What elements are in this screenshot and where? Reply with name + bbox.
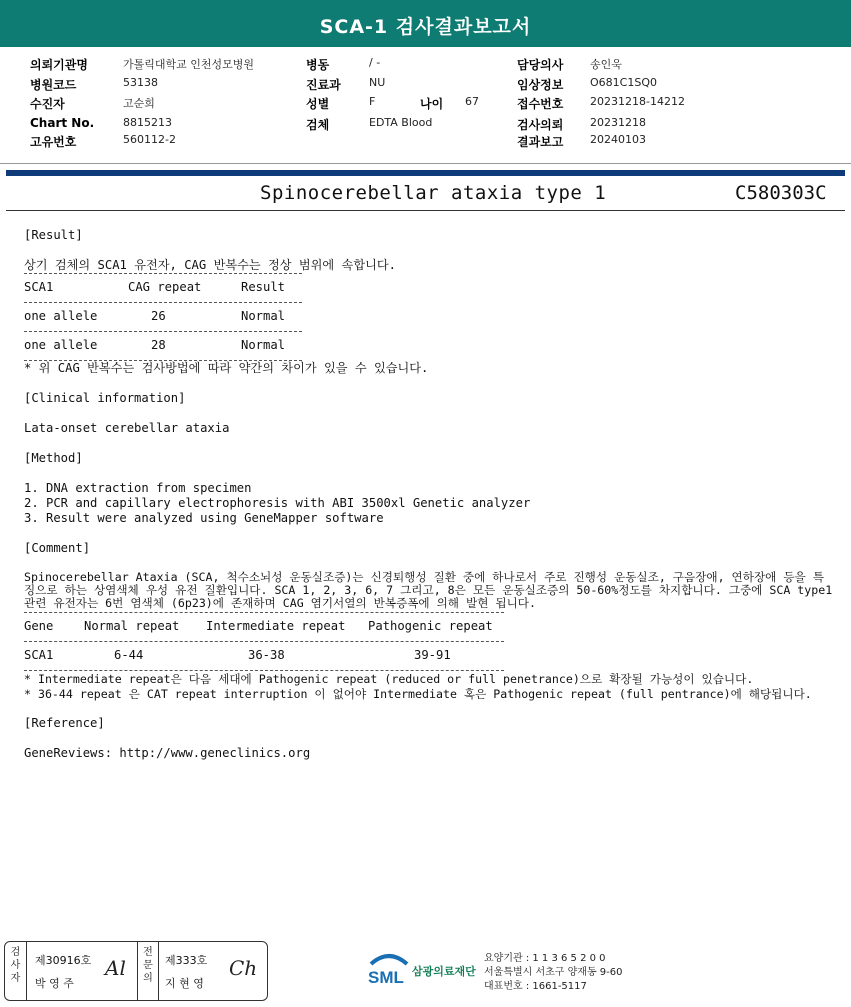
label-institution: 의뢰기관명 — [30, 58, 88, 72]
table-header-cell: CAG repeat — [128, 280, 202, 294]
table-row — [24, 648, 834, 663]
patient-info — [0, 56, 851, 156]
table-cell: 39-91 — [414, 648, 451, 662]
divider — [6, 210, 845, 211]
table-header-cell: Result — [241, 280, 286, 294]
value-doctor: 송인욱 — [590, 58, 622, 71]
label-ward: 병동 — [306, 58, 330, 72]
clinical-text: Lata-onset cerebellar ataxia — [24, 421, 230, 435]
label-request-date: 검사의뢰 — [517, 118, 564, 132]
info-row — [0, 133, 851, 153]
result-table-header — [24, 280, 834, 295]
table-header-cell: Gene — [24, 619, 54, 633]
value-ward: / - — [369, 56, 381, 69]
section-heading-clinical: [Clinical information] — [24, 391, 186, 405]
value-specimen: EDTA Blood — [369, 116, 433, 129]
table-cell: 26 — [151, 309, 166, 323]
table-cell: SCA1 — [24, 648, 54, 662]
lab-phone: 대표번호 : 1661-5117 — [484, 981, 587, 992]
label-doctor: 담당의사 — [517, 58, 564, 72]
label-department: 진료과 — [306, 78, 341, 92]
signature-box — [4, 941, 268, 1001]
specialist-number: 제333호 — [165, 954, 208, 967]
info-row — [0, 56, 851, 76]
label-patient: 수진자 — [30, 97, 65, 111]
lab-info — [484, 952, 623, 994]
section-heading-result: [Result] — [24, 228, 83, 242]
table-cell: Normal — [241, 309, 286, 323]
section-heading-reference: [Reference] — [24, 716, 105, 730]
result-text: 상기 검체의 SCA1 유전자, CAG 반복수는 정상 범위에 속합니다. — [24, 258, 396, 272]
table-header-cell: Normal repeat — [84, 619, 180, 633]
lab-code: 요양기관 : 1 1 3 6 5 2 0 0 — [484, 953, 606, 964]
value-age: 67 — [465, 95, 479, 108]
test-code: C580303C — [735, 182, 827, 204]
value-sex: F — [369, 95, 376, 108]
dashed-rule — [24, 612, 504, 613]
table-cell: 28 — [151, 338, 166, 352]
note: * Intermediate repeat은 다음 세대에 Pathogenic repeat (reduced or full penetrance)으로 확장될 가능성이 있습니다. — [24, 672, 754, 686]
comment-text: Spinocerebellar Ataxia (SCA, 척수소뇌성 운동실조증)는 신경퇴행성 질환 중에 하나로서 주로 진행성 운동실조, 구음장애, 연하장애 등을 특징으로 하는 상염색체 우성 유전 질환입니다. SCA 1, 2, 3, 6, 7 그리고, 8은 모든 운동실조증의 50-60%정도를 차지합니다. 그중에 SCA type1 관련 유전자는 6번 염색체 (6p23)에 존재하며 CAG 염기서열의 반복증폭에 의해 발현 됩니다. — [24, 570, 833, 610]
dashed-rule — [24, 302, 302, 303]
table-header-cell: Intermediate repeat — [206, 619, 346, 633]
test-name: Spinocerebellar ataxia type 1 — [260, 182, 607, 204]
logo-arc-icon — [365, 950, 413, 990]
table-cell: 36-38 — [248, 648, 285, 662]
label-hospital-code: 병원코드 — [30, 78, 77, 92]
specialist-signature: Ch — [229, 956, 258, 980]
dashed-rule — [24, 641, 504, 642]
examiner-name: 박 영 주 — [35, 977, 74, 990]
logo-abbr: SML — [368, 968, 404, 987]
divider — [0, 163, 851, 164]
dashed-rule — [24, 273, 302, 274]
label-unique-no: 고유번호 — [30, 135, 77, 149]
repeat-table-header — [24, 619, 834, 634]
value-report-date: 20240103 — [590, 133, 646, 146]
value-patient: 고순희 — [123, 97, 155, 110]
value-request-date: 20231218 — [590, 116, 646, 129]
note: * 36-44 repeat 은 CAT repeat interruption 이 없어야 Intermediate 혹은 Pathogenic repeat (full pentrance)에 해당됩니다. — [24, 687, 812, 701]
value-receipt-no: 20231218-14212 — [590, 95, 685, 108]
value-hospital-code: 53138 — [123, 76, 158, 89]
table-cell: one allele — [24, 309, 98, 323]
logo-foundation-name: 삼광의료재단 — [412, 965, 476, 978]
table-cell: Normal — [241, 338, 286, 352]
value-department: NU — [369, 76, 386, 89]
method-line: 3. Result were analyzed using GeneMapper software — [24, 511, 384, 525]
divider-thick — [6, 170, 845, 176]
reference-link: GeneReviews: http://www.geneclinics.org — [24, 746, 311, 760]
label-age: 나이 — [420, 97, 444, 111]
label-receipt-no: 접수번호 — [517, 97, 564, 111]
table-cell: one allele — [24, 338, 98, 352]
examiner-label — [5, 942, 27, 1000]
lab-address: 서울특별시 서초구 양재동 9-60 — [484, 967, 623, 978]
note: * 위 CAG 반복수는 검사방법에 따라 약간의 차이가 있을 수 있습니다. — [24, 361, 429, 375]
table-row — [24, 338, 834, 353]
value-unique-no: 560112-2 — [123, 133, 176, 146]
info-row — [0, 76, 851, 96]
label-report-date: 결과보고 — [517, 135, 564, 149]
examiner-label-text: 검사자 — [10, 947, 21, 984]
label-clinical-info: 임상정보 — [517, 78, 564, 92]
label-chart-no: Chart No. — [30, 116, 95, 130]
table-row — [24, 309, 834, 324]
section-heading-method: [Method] — [24, 451, 83, 465]
table-cell: 6-44 — [114, 648, 144, 662]
specialist-name: 지 현 영 — [165, 977, 204, 990]
value-chart-no: 8815213 — [123, 116, 172, 129]
examiner-signature: Al — [105, 956, 126, 980]
specialist-label — [137, 942, 159, 1000]
report-title: SCA-1 검사결과보고서 — [0, 0, 851, 47]
examiner-number: 제30916호 — [35, 954, 92, 967]
dashed-rule — [24, 331, 302, 332]
method-line: 2. PCR and capillary electrophoresis with ABI 3500xl Genetic analyzer — [24, 496, 531, 510]
info-row — [0, 95, 851, 115]
label-sex: 성별 — [306, 97, 330, 111]
specialist-label-text: 전문의 — [143, 947, 153, 984]
method-line: 1. DNA extraction from specimen — [24, 481, 252, 495]
value-clinical-info: O681C1SQ0 — [590, 76, 657, 89]
report-body — [24, 228, 834, 761]
label-specimen: 검체 — [306, 118, 330, 132]
section-heading-comment: [Comment] — [24, 541, 91, 555]
dashed-rule — [24, 670, 504, 671]
table-header-cell: Pathogenic repeat — [368, 619, 493, 633]
table-header-cell: SCA1 — [24, 280, 54, 294]
value-institution: 가톨릭대학교 인천성모병원 — [123, 58, 255, 71]
